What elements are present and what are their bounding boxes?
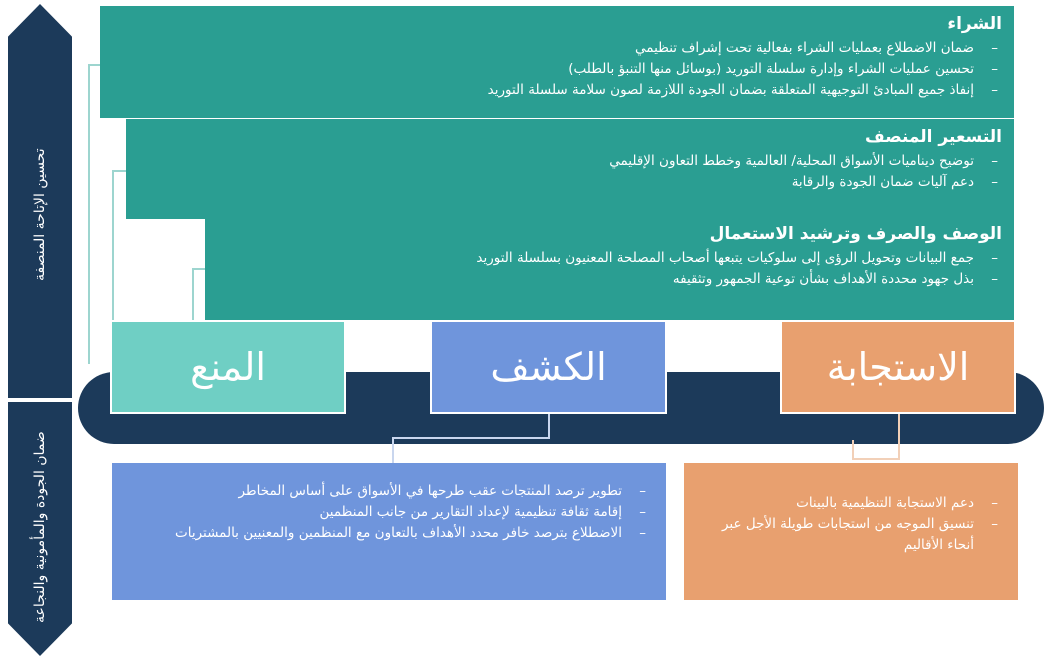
list-item: – دعم الاستجابة التنظيمية بالبينات [698, 493, 1004, 514]
list-item: – دعم آليات ضمان الجودة والرقابة [138, 172, 1002, 193]
connector-respond-h [852, 458, 900, 460]
list-item: – تحسين عمليات الشراء وإدارة سلسلة التوريد (بوسائل منها التنبؤ بالطلب) [112, 59, 1002, 80]
connector-line-2 [88, 64, 90, 364]
respond-details-box [684, 463, 1018, 600]
connector-line-4 [112, 170, 114, 320]
list-item: – إنفاذ جميع المبادئ التوجيهية المتعلقة بضمان الجودة اللازمة لصون سلامة سلسلة التوريد [112, 80, 1002, 101]
panel-rational-use [205, 216, 1014, 320]
panel-procurement [100, 6, 1014, 118]
connector-respond [898, 414, 900, 460]
list-item: – إقامة ثقافة تنظيمية لإعداد التقارير من جانب المنظمين [126, 502, 652, 523]
detect-details-box [112, 463, 666, 600]
list-item: – بذل جهود محددة الأهداف بشأن توعية الجمهور وتثقيفه [217, 269, 1002, 290]
connector-line-6 [192, 268, 194, 320]
connector-detect [548, 414, 550, 438]
list-item: – توضيح ديناميات الأسواق المحلية/ العالمية وخطط التعاون الإقليمي [138, 151, 1002, 172]
list-item: – الاضطلاع بترصد خافر محدد الأهداف بالتعاون مع المنظمين والمعنيين بالمشتريات [126, 523, 652, 544]
category-detect: الكشف [430, 320, 667, 414]
connector-line-5 [192, 268, 206, 270]
panel-title: التسعير المنصف [864, 127, 1002, 147]
connector-detect-h [392, 437, 550, 439]
connector-detect-v [392, 437, 394, 463]
list-item: – تطوير ترصد المنتجات عقب طرحها في الأسواق على أساس المخاطر [126, 481, 652, 502]
category-prevent: المنع [110, 320, 346, 414]
panel-title: الشراء [947, 14, 1002, 34]
panel-title: الوصف والصرف وترشيد الاستعمال [709, 224, 1002, 244]
side-label-quality: ضمان الجودة والمأمونية والنجاعة [32, 431, 48, 624]
side-divider [8, 398, 72, 402]
list-item: – ضمان الاضطلاع بعمليات الشراء بفعالية تحت إشراف تنظيمي [112, 38, 1002, 59]
list-item: – تنسيق الموجه من استجابات طويلة الأجل عبر أنحاء الأقاليم [698, 514, 1004, 556]
list-item: – جمع البيانات وتحويل الرؤى إلى سلوكيات يتبعها أصحاب المصلحة المعنيون بسلسلة التوريد [217, 248, 1002, 269]
side-label-access: تحسين الإتاحة المنصفة [32, 148, 48, 282]
panel-fair-pricing [126, 119, 1014, 219]
category-respond: الاستجابة [780, 320, 1016, 414]
connector-respond-v [852, 440, 854, 460]
